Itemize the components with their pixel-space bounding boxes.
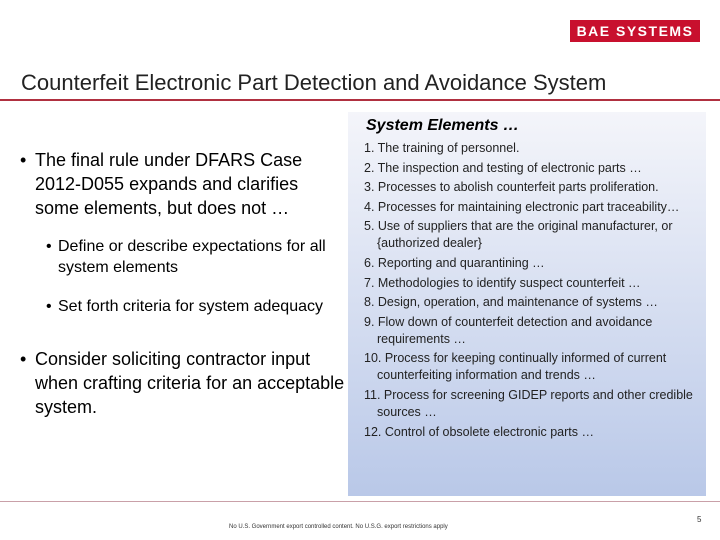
export-notice: No U.S. Government export controlled content. No U.S.G. export restrictions apply [229,524,448,530]
list-item: 5. Use of suppliers that are the original manufacturer, or {authorized dealer} [364,219,673,251]
title-divider [0,99,720,101]
list-item: 11. Process for screening GIDEP reports and other credible sources … [364,387,693,419]
slide-title: Counterfeit Electronic Part Detection and Avoidance System [21,70,607,95]
list-item: 6. Reporting and quarantining … [364,255,545,270]
footer-divider [0,501,720,502]
system-elements-list [364,140,704,443]
list-item: 3. Processes to abolish counterfeit parts proliferation. [364,180,659,195]
list-item: 1. The training of personnel. [364,141,520,155]
bullet-final-rule: • The final rule under DFARS Case 2012-D055 expands and clarifies some elements, but does not … [20,148,345,220]
sub-bullet-expectations: • Define or describe expectations for all system elements [20,236,345,278]
list-item: 7. Methodologies to identify suspect counterfeit … [364,275,641,290]
bae-systems-logo: BAE SYSTEMS [570,20,700,42]
list-item: 9. Flow down of counterfeit detection and avoidance requirements … [364,314,653,346]
list-item: 10. Process for keeping continually informed of current counterfeiting information and trends … [364,351,667,383]
bullet-contractor-input: • Consider soliciting contractor input when crafting criteria for an acceptable system. [20,347,345,419]
panel-heading: System Elements … [366,117,519,134]
page-number: 5 [697,515,702,524]
list-item: 12. Control of obsolete electronic parts … [364,424,594,439]
sub-bullet-criteria: • Set forth criteria for system adequacy [20,296,345,317]
list-item: 4. Processes for maintaining electronic part traceability… [364,199,680,214]
left-content [20,148,345,435]
list-item: 2. The inspection and testing of electronic parts … [364,160,642,175]
list-item: 8. Design, operation, and maintenance of systems … [364,295,658,310]
system-elements-panel [348,112,706,496]
